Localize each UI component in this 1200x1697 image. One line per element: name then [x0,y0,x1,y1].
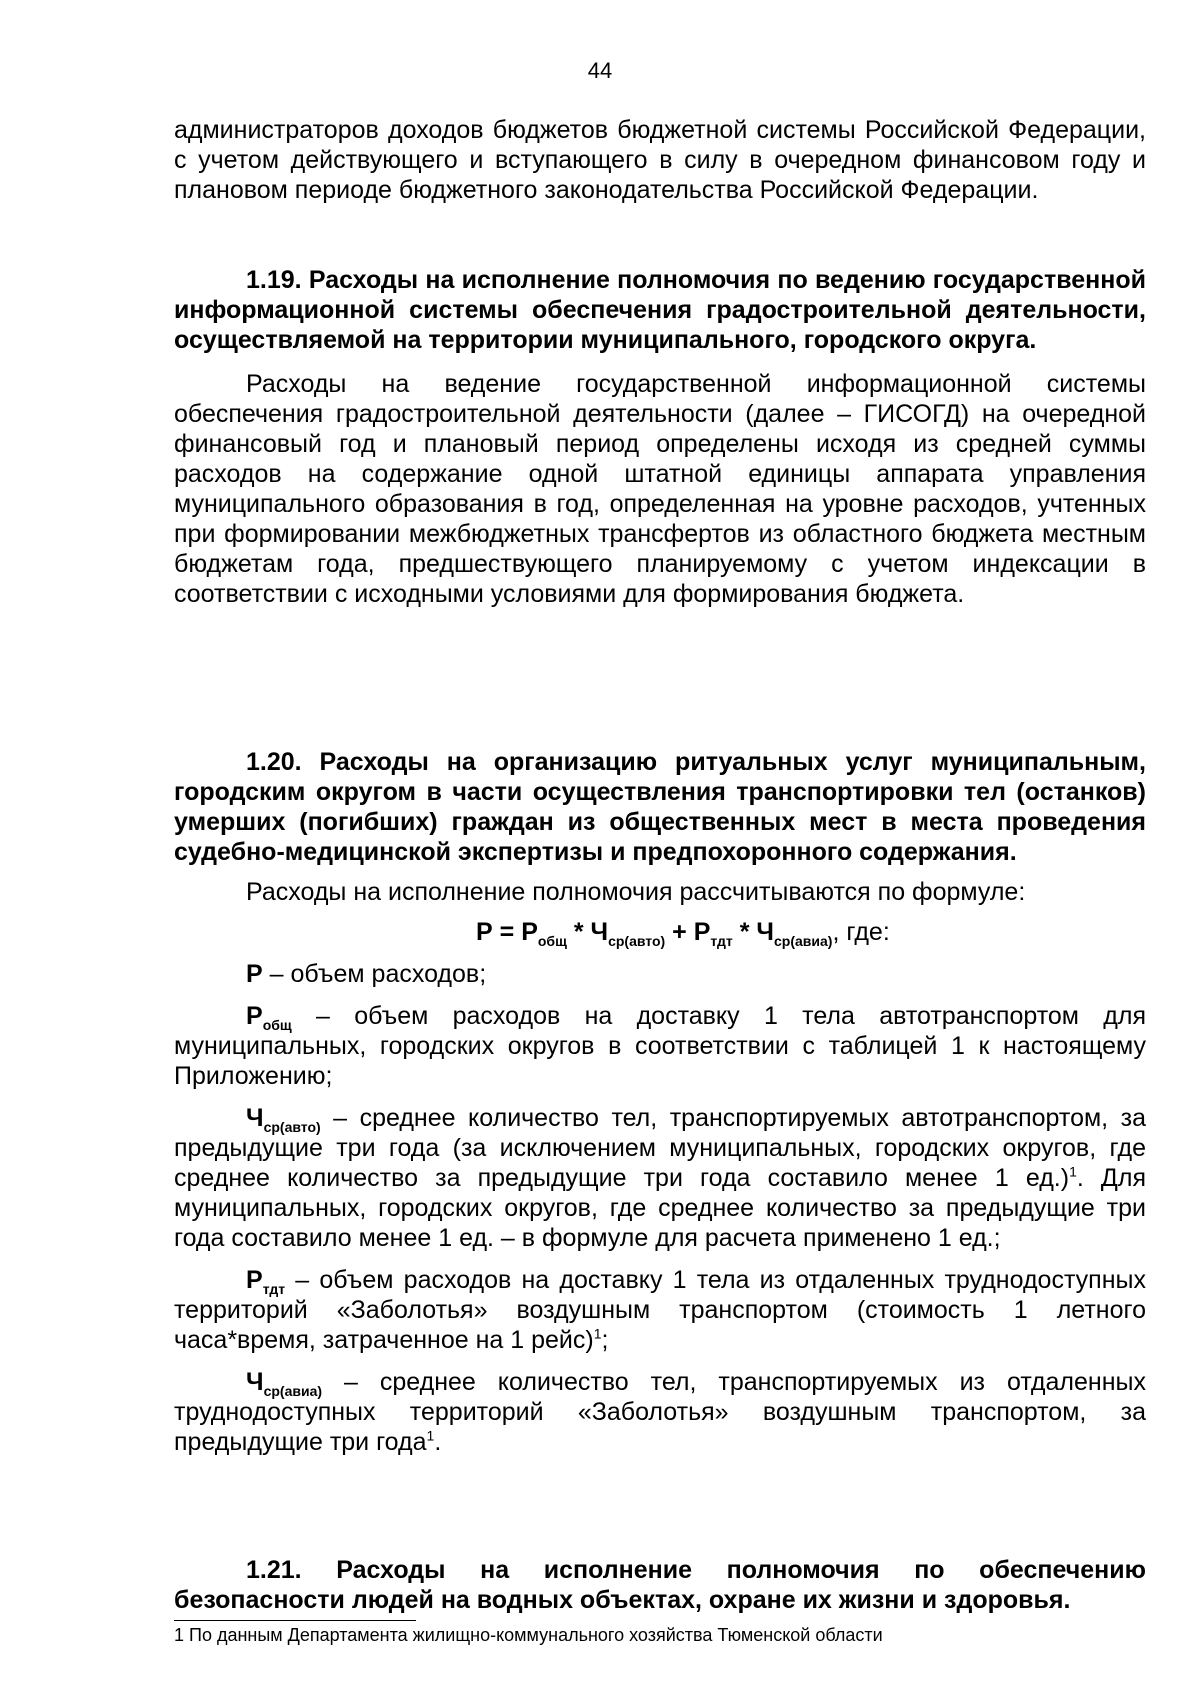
def-ch-avia-text1: – среднее количество тел, транспортируемых из отдаленных труднодоступных территорий «Заболотья» воздушным транспортом, за предыдущие три года [174,1368,1146,1456]
section-1-19-heading: 1.19. Расходы на исполнение полномочия по ведению государственной информационной системы обеспечения градостроительной деятельности, осуществляемой на территории муниципального, городского округа. [174,266,1146,354]
def-ch-avto-symbol: Ч [246,1104,264,1132]
formula-mult2: * [732,918,757,946]
formula-pobsh: Р [521,918,538,946]
def-ch-avia-footnote-ref: 1 [426,1427,435,1444]
def-p-symbol: Р [246,960,263,988]
formula-ch1-sub: ср(авто) [608,933,666,949]
def-ch-avto [174,1103,1146,1253]
def-ch-avto-text1: – среднее количество тел, транспортируемых автотранспортом, за предыдущие три года (за исключением муниципальных, городских округов, где среднее количество за предыдущие три года составило менее 1 ед.) [174,1104,1146,1192]
def-pobsh [174,1001,1146,1091]
def-ch-avia-text2: . [434,1428,442,1456]
intro-paragraph: администраторов доходов бюджетов бюджетной системы Российской Федерации, с учетом действующего и вступающего в силу в очередном финансовом году и плановом периоде бюджетного законодательства Российской Федерации. [174,116,1146,204]
def-pobsh-text: – объем расходов на доставку 1 тела автотранспортом для муниципальных, городских округов в соответствии с таблицей 1 к настоящему Приложению; [174,1002,1146,1090]
def-ptdt-footnote-ref: 1 [593,1325,602,1342]
intro-block [174,115,1146,205]
section-1-20 [174,747,1146,1457]
formula-p: Р [476,918,493,946]
section-1-21-heading: 1.21. Расходы на исполнение полномочия по обеспечению безопасности людей на водных объектах, охране их жизни и здоровья. [174,1556,1146,1614]
def-ch-avia-sub: ср(авиа) [263,1383,323,1399]
formula [174,917,1146,947]
def-ptdt-symbol: Р [246,1266,263,1294]
formula-eq: = [492,918,522,946]
footnote: 1 По данным Департамента жилищно-коммунального хозяйства Тюменской области [174,1625,883,1645]
def-p [174,959,1146,989]
formula-plus: + [665,918,694,946]
formula-pobsh-sub: общ [537,933,567,949]
page-number: 44 [587,58,613,83]
def-pobsh-sub: общ [262,1017,292,1033]
section-1-19 [174,265,1146,609]
formula-ch2-sub: ср(авиа) [774,933,833,949]
footnote-divider [174,1620,416,1621]
formula-ch2: Ч [756,918,774,946]
formula-ch1: Ч [590,918,609,946]
def-ptdt-text2: ; [601,1326,609,1354]
def-ch-avto-sub: ср(авто) [263,1119,321,1135]
section-1-19-body: Расходы на ведение государственной информационной системы обеспечения градостроительной деятельности (далее – ГИСОГД) на очередной финансовый год и плановый период определены исходя из средней суммы расходов на содержание одной штатной единицы аппарата управления муниципального образования в год, определенная на уровне расходов, учтенных при формировании межбюджетных трансфертов из областного бюджета местным бюджетам года, предшествующего планируемому с учетом индексации в соответствии с исходными условиями для формирования бюджета. [174,370,1146,608]
formula-intro: Расходы на исполнение полномочия рассчитываются по формуле: [246,878,1026,906]
formula-mult1: * [566,918,591,946]
formula-tail: , где: [832,918,890,946]
def-pobsh-symbol: Р [246,1002,263,1030]
def-ptdt-sub: тдт [262,1281,286,1297]
def-ptdt-text1: – объем расходов на доставку 1 тела из отдаленных труднодоступных территорий «Заболотья» воздушным транспортом (стоимость 1 летного часа*время, затраченное на 1 рейс) [174,1266,1146,1354]
formula-ptdt-sub: тдт [710,933,733,949]
def-p-text: – объем расходов; [262,960,487,988]
def-ch-avia [174,1367,1146,1457]
formula-ptdt: Р [693,918,711,946]
def-ptdt [174,1265,1146,1355]
def-ch-avto-text2: . Для муниципальных, городских округов, где среднее количество за предыдущие три года составило менее 1 ед. – в формуле для расчета применено 1 ед.; [174,1164,1146,1252]
section-1-20-heading: 1.20. Расходы на организацию ритуальных услуг муниципальным, городским округом в части осуществления транспортировки тел (останков) умерших (погибших) граждан из общественных мест в места проведения судебно-медицинской экспертизы и предпохоронного содержания. [174,748,1146,866]
def-ch-avto-footnote-ref: 1 [1069,1163,1077,1180]
def-ch-avia-symbol: Ч [246,1368,264,1396]
section-1-21 [174,1555,1146,1615]
